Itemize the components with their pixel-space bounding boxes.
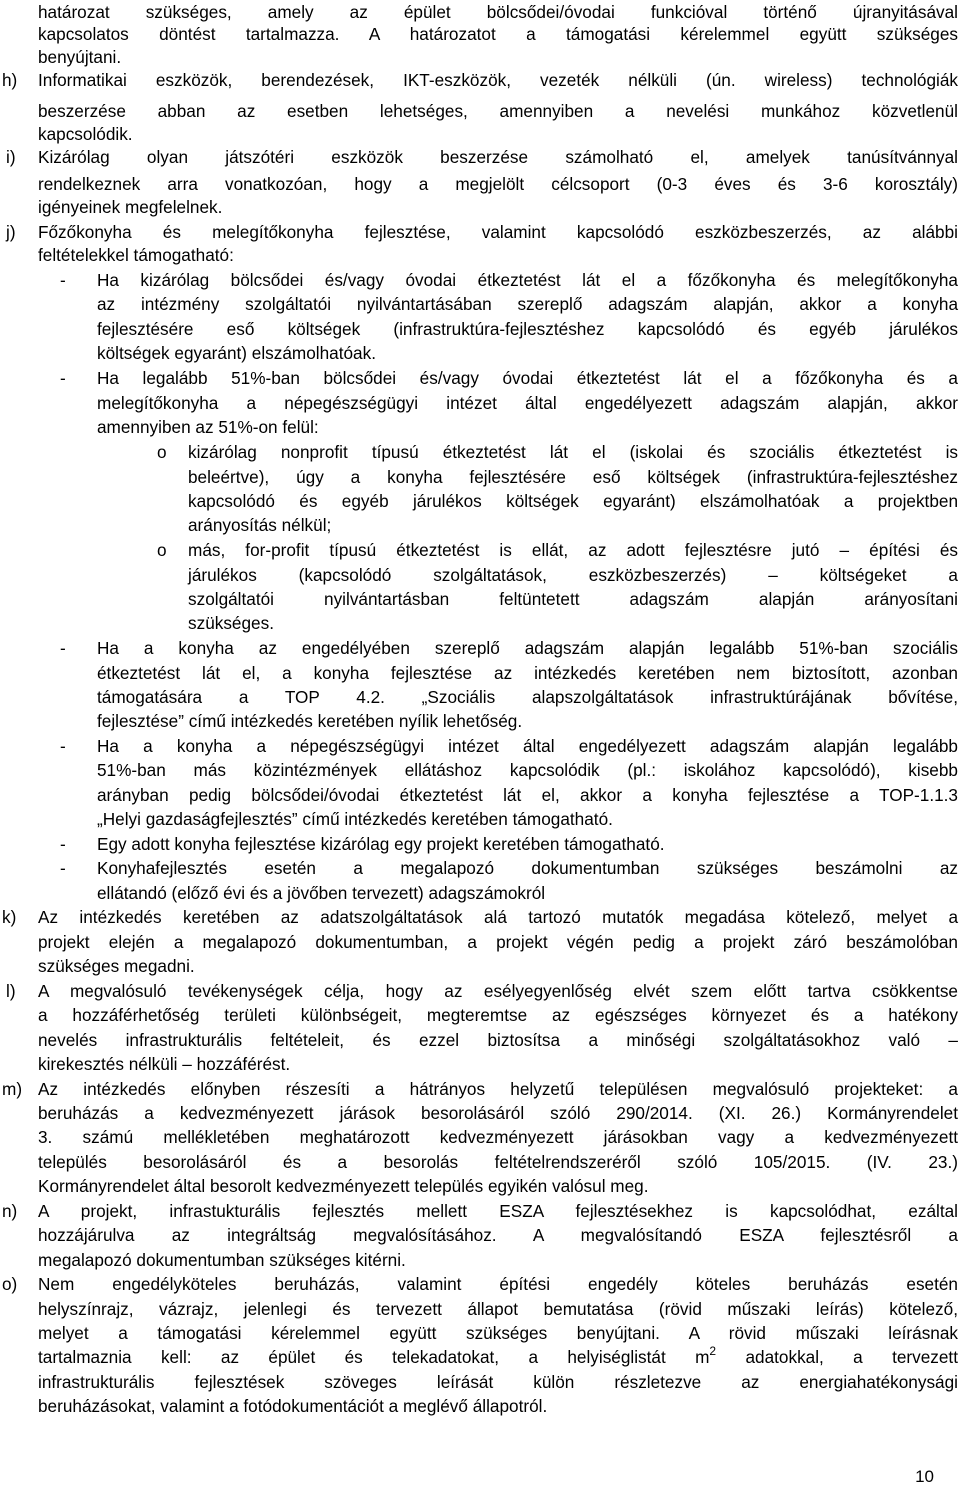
text-line: o	[157, 442, 167, 462]
text-line: kirekesztés nélküli – hozzáférést.	[38, 1054, 291, 1074]
text-line: szolgáltatói nyilvántartásban feltüntetett adagszám alapján arányosítani	[188, 589, 958, 609]
text-line: Az intézkedés előnyben részesíti a hátrányos helyzetű településen megvalósuló projekteket: a	[38, 1079, 958, 1099]
text-line: Nem engedélyköteles beruházás, valamint építési engedély köteles beruházás esetén	[38, 1274, 958, 1294]
text-line: kapcsolódik.	[38, 124, 133, 144]
text-line: A megvalósuló tevékenységek célja, hogy az esélyegyenlőség elvét szem előtt tartva csökkentse	[38, 981, 958, 1001]
text-line: fejlesztésére eső költségek (infrastruktúra-fejlesztéshez kapcsolódó és egyéb járulékos	[97, 319, 958, 339]
text-line: költségek egyaránt) elszámolhatóak.	[97, 343, 376, 363]
text-before: tartalmaznia kell: az épület és telekadatokat, a helyiséglistát m	[38, 1347, 710, 1367]
text-line: igényeinek megfelelnek.	[38, 197, 223, 217]
text-line: Egy adott konyha fejlesztése kizárólag egy projekt keretében támogatható.	[97, 834, 665, 854]
text-line-special	[38, 1344, 958, 1368]
text-line: -	[60, 638, 66, 658]
text-line: szükséges.	[188, 613, 274, 633]
text-line: „Helyi gazdaságfejlesztés” című intézkedés keretében támogatható.	[97, 809, 613, 829]
text-line: Ha kizárólag bölcsődei és/vagy óvodai étkeztetést lát el a főzőkonyha és melegítőkonyha	[97, 270, 958, 290]
text-line: megalapozó dokumentumban szükséges kitérni.	[38, 1250, 406, 1270]
text-line: beruházás a kedvezményezett járások besorolásáról szóló 290/2014. (XI. 26.) Kormányrendelet	[38, 1103, 958, 1123]
text-line: i)	[6, 147, 16, 167]
text-line: más, for-profit típusú étkeztetést is ellát, az adott fejlesztésre jutó – építési és	[188, 540, 958, 560]
text-line: l)	[6, 981, 16, 1001]
text-line: kizárólag nonprofit típusú étkeztetést lát el (iskolai és szociális étkeztetést is	[188, 442, 958, 462]
text-line: -	[60, 736, 66, 756]
text-line: Főzőkonyha és melegítőkonyha fejlesztése, valamint kapcsolódó eszközbeszerzés, az alábbi	[38, 222, 958, 242]
text-line: település besorolásáról és a besorolás feltételrendszeréről szóló 105/2015. (IV. 23.)	[38, 1152, 958, 1172]
text-line: ellátandó (előző évi és a jövőben tervezett) adagszámokról	[97, 883, 546, 903]
text-line: hozzájárulva az integráltság megvalósításához. A megvalósítandó ESZA fejlesztésről a	[38, 1225, 958, 1245]
text-line: melegítőkonyha a népegészségügyi intézet által engedélyezett adagszám alapján, akkor	[97, 393, 958, 413]
text-line: melyet a támogatási kérelemmel együtt szükséges benyújtani. A rövid műszaki leírásnak	[38, 1323, 958, 1343]
text-line: 51%-ban más közintézmények ellátáshoz kapcsolódik (pl.: iskolához kapcsolódó), kisebb	[97, 760, 958, 780]
text-line: Informatikai eszközök, berendezések, IKT-eszközök, vezeték nélküli (ún. wireless) technológiák	[38, 70, 958, 90]
text-line: k)	[2, 907, 17, 927]
text-line: j)	[6, 222, 16, 242]
page-number: 10	[915, 1467, 934, 1486]
text-line: fejlesztése” című intézkedés keretében nyílik lehetőség.	[97, 711, 523, 731]
text-line: arányban pedig bölcsődei/óvodai étkeztetést lát el, akkor a konyha fejlesztése a TOP-1.1.3	[97, 785, 958, 805]
text-line: a hozzáférhetőség területi különbségeit, megteremtse az egészséges környezet és a hatékony	[38, 1005, 958, 1025]
text-line: Kormányrendelet által besorolt kedvezményezett település egyikén valósul meg.	[38, 1176, 649, 1196]
text-line: infrastrukturális fejlesztések szöveges leírását külön részletezve az energiahatékonysági	[38, 1372, 958, 1392]
text-line: -	[60, 858, 66, 878]
text-line: határozat szükséges, amely az épület bölcsődei/óvodai funkcióval történő újranyitásával	[38, 2, 958, 22]
text-line: arányosítás nélkül;	[188, 515, 332, 535]
text-after: adatokkal, a tervezett	[716, 1347, 958, 1367]
superscript: 2	[709, 1344, 717, 1358]
text-line: Konyhafejlesztés esetén a megalapozó dokumentumban szükséges beszámolni az	[97, 858, 958, 878]
text-line: kapcsolatos döntést tartalmazza. A határozatot a támogatási kérelemmel együtt szükséges	[38, 24, 958, 44]
text-line: o)	[2, 1274, 18, 1294]
text-line: feltételekkel támogatható:	[38, 245, 234, 265]
text-line: kapcsolódó és egyéb járulékos költségek egyaránt) elszámolhatóak a projektben	[188, 491, 958, 511]
text-line: A projekt, infrastukturális fejlesztés mellett ESZA fejlesztésekhez is kapcsolódhat, ezáltal	[38, 1201, 958, 1221]
text-line: járulékos (kapcsolódó szolgáltatások, eszközbeszerzés) – költségeket a	[188, 565, 958, 585]
text-line: beleértve), úgy a konyha fejlesztésére eső költségek (infrastruktúra-fejlesztéshez	[188, 467, 958, 487]
text-line: támogatására a TOP 4.2. „Szociális alapszolgáltatások infrastruktúrájának bővítése,	[97, 687, 958, 707]
text-line: szükséges megadni.	[38, 956, 195, 976]
text-line: -	[60, 368, 66, 388]
text-line: n)	[2, 1201, 18, 1221]
text-line: helyszínrajz, vázrajz, jelenlegi és tervezett állapot bemutatása (rövid műszaki leírás) kötelező,	[38, 1299, 958, 1319]
text-line: -	[60, 834, 66, 854]
text-line: o	[157, 540, 167, 560]
text-line: Az intézkedés keretében az adatszolgáltatások alá tartozó mutatók megadása kötelező, melyet a	[38, 907, 958, 927]
text-line: étkeztetést lát el, a konyha fejlesztése az intézkedés keretében nem biztosított, azonban	[97, 663, 958, 683]
text-line: m)	[2, 1079, 23, 1099]
text-line: h)	[2, 70, 18, 90]
text-line: az intézmény szolgáltatói nyilvántartásában szereplő adagszám alapján, akkor a konyha	[97, 294, 958, 314]
text-line: -	[60, 270, 66, 290]
text-line: Ha a konyha a népegészségügyi intézet által engedélyezett adagszám alapján legalább	[97, 736, 958, 756]
text-line: rendelkeznek arra vonatkozóan, hogy a megjelölt célcsoport (0-3 éves és 3-6 korosztály)	[38, 174, 958, 194]
text-line: beruházásokat, valamint a fotódokumentációt a meglévő állapotról.	[38, 1396, 548, 1416]
text-line: amennyiben az 51%-on felül:	[97, 417, 319, 437]
text-line: 3. számú mellékletében meghatározott kedvezményezett járásokban vagy a kedvezményezett	[38, 1127, 958, 1147]
text-line: benyújtani.	[38, 47, 122, 67]
text-line: projekt elején a megalapozó dokumentumban, a projekt végén pedig a projekt záró beszámolóban	[38, 932, 958, 952]
text-line: nevelés infrastrukturális feltételeit, és ezzel biztosítsa a minőségi szolgáltatásokhoz való –	[38, 1030, 958, 1050]
text-line: beszerzése abban az esetben lehetséges, amennyiben a nevelési munkához közvetlenül	[38, 101, 958, 121]
text-line: Ha a konyha az engedélyében szereplő adagszám alapján legalább 51%-ban szociális	[97, 638, 958, 658]
text-line: Kizárólag olyan játszótéri eszközök beszerzése számolható el, amelyek tanúsítvánnyal	[38, 147, 958, 167]
text-line: Ha legalább 51%-ban bölcsődei és/vagy óvodai étkeztetést lát el a főzőkonyha és a	[97, 368, 958, 388]
